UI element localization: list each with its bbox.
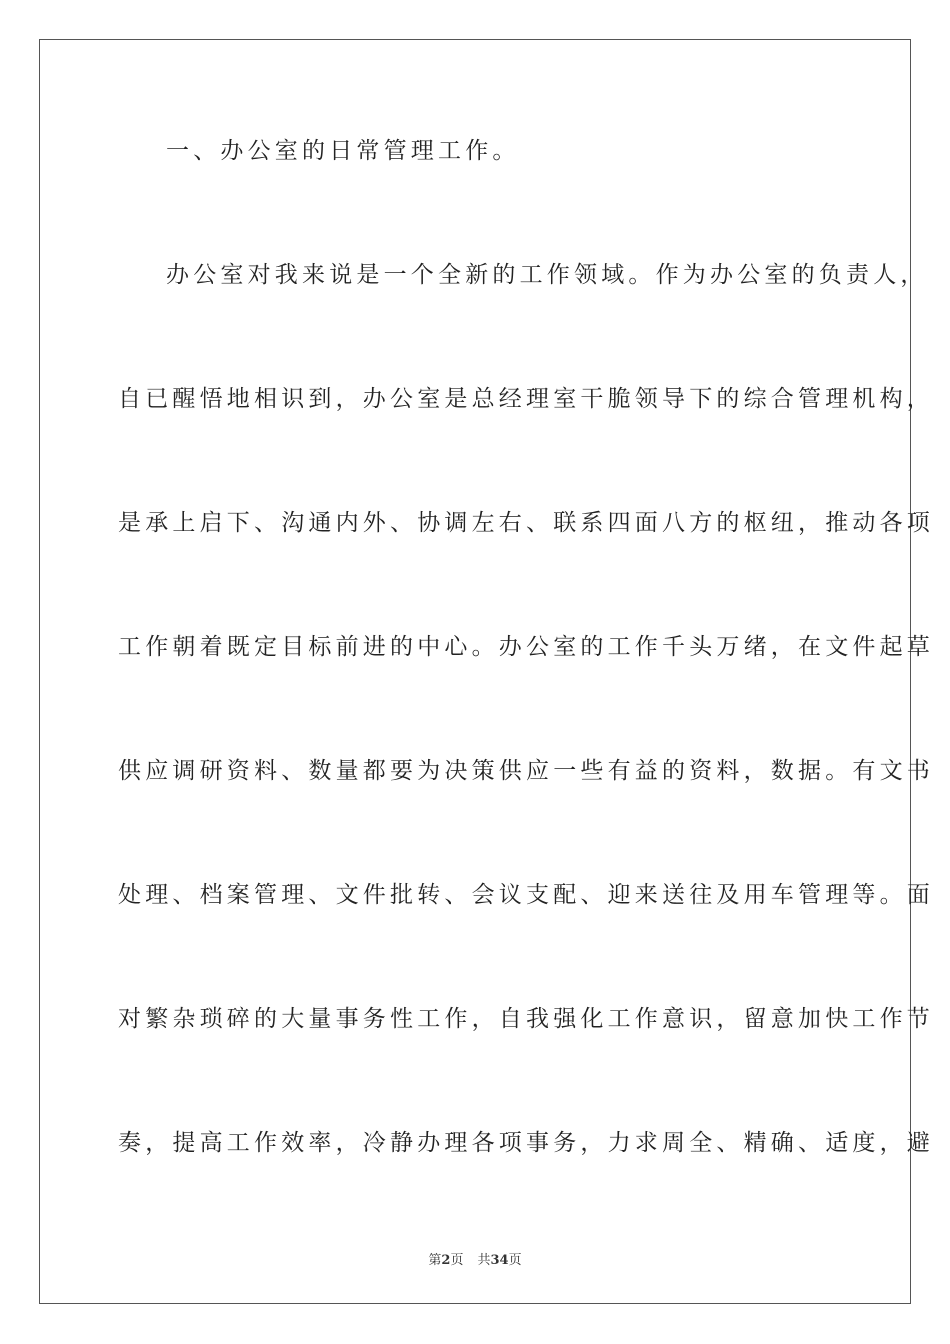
page-footer	[0, 1249, 950, 1268]
body-line-2: 自已醒悟地相识到，办公室是总经理室干脆领导下的综合管理机构，	[118, 386, 934, 412]
body-line-8: 奏，提高工作效率，冷静办理各项事务，力求周全、精确、适度，避	[118, 1130, 934, 1156]
body-line-3: 是承上启下、沟通内外、协调左右、联系四面八方的枢纽，推动各项	[118, 510, 934, 536]
body-line-4: 工作朝着既定目标前进的中心。办公室的工作千头万绪，在文件起草	[118, 634, 934, 660]
body-line-7: 对繁杂琐碎的大量事务性工作，自我强化工作意识，留意加快工作节	[118, 1006, 934, 1032]
body-line-5: 供应调研资料、数量都要为决策供应一些有益的资料，数据。有文书	[118, 758, 934, 784]
body-line-6: 处理、档案管理、文件批转、会议支配、迎来送往及用车管理等。面	[118, 882, 934, 908]
page-border	[39, 39, 911, 1304]
body-line-1: 办公室对我来说是一个全新的工作领域。作为办公室的负责人，	[166, 262, 928, 288]
page-total-label: 共34页	[477, 1253, 522, 1268]
section-heading: 一、办公室的日常管理工作。	[166, 138, 520, 164]
page-number-label: 第2页	[428, 1253, 464, 1268]
